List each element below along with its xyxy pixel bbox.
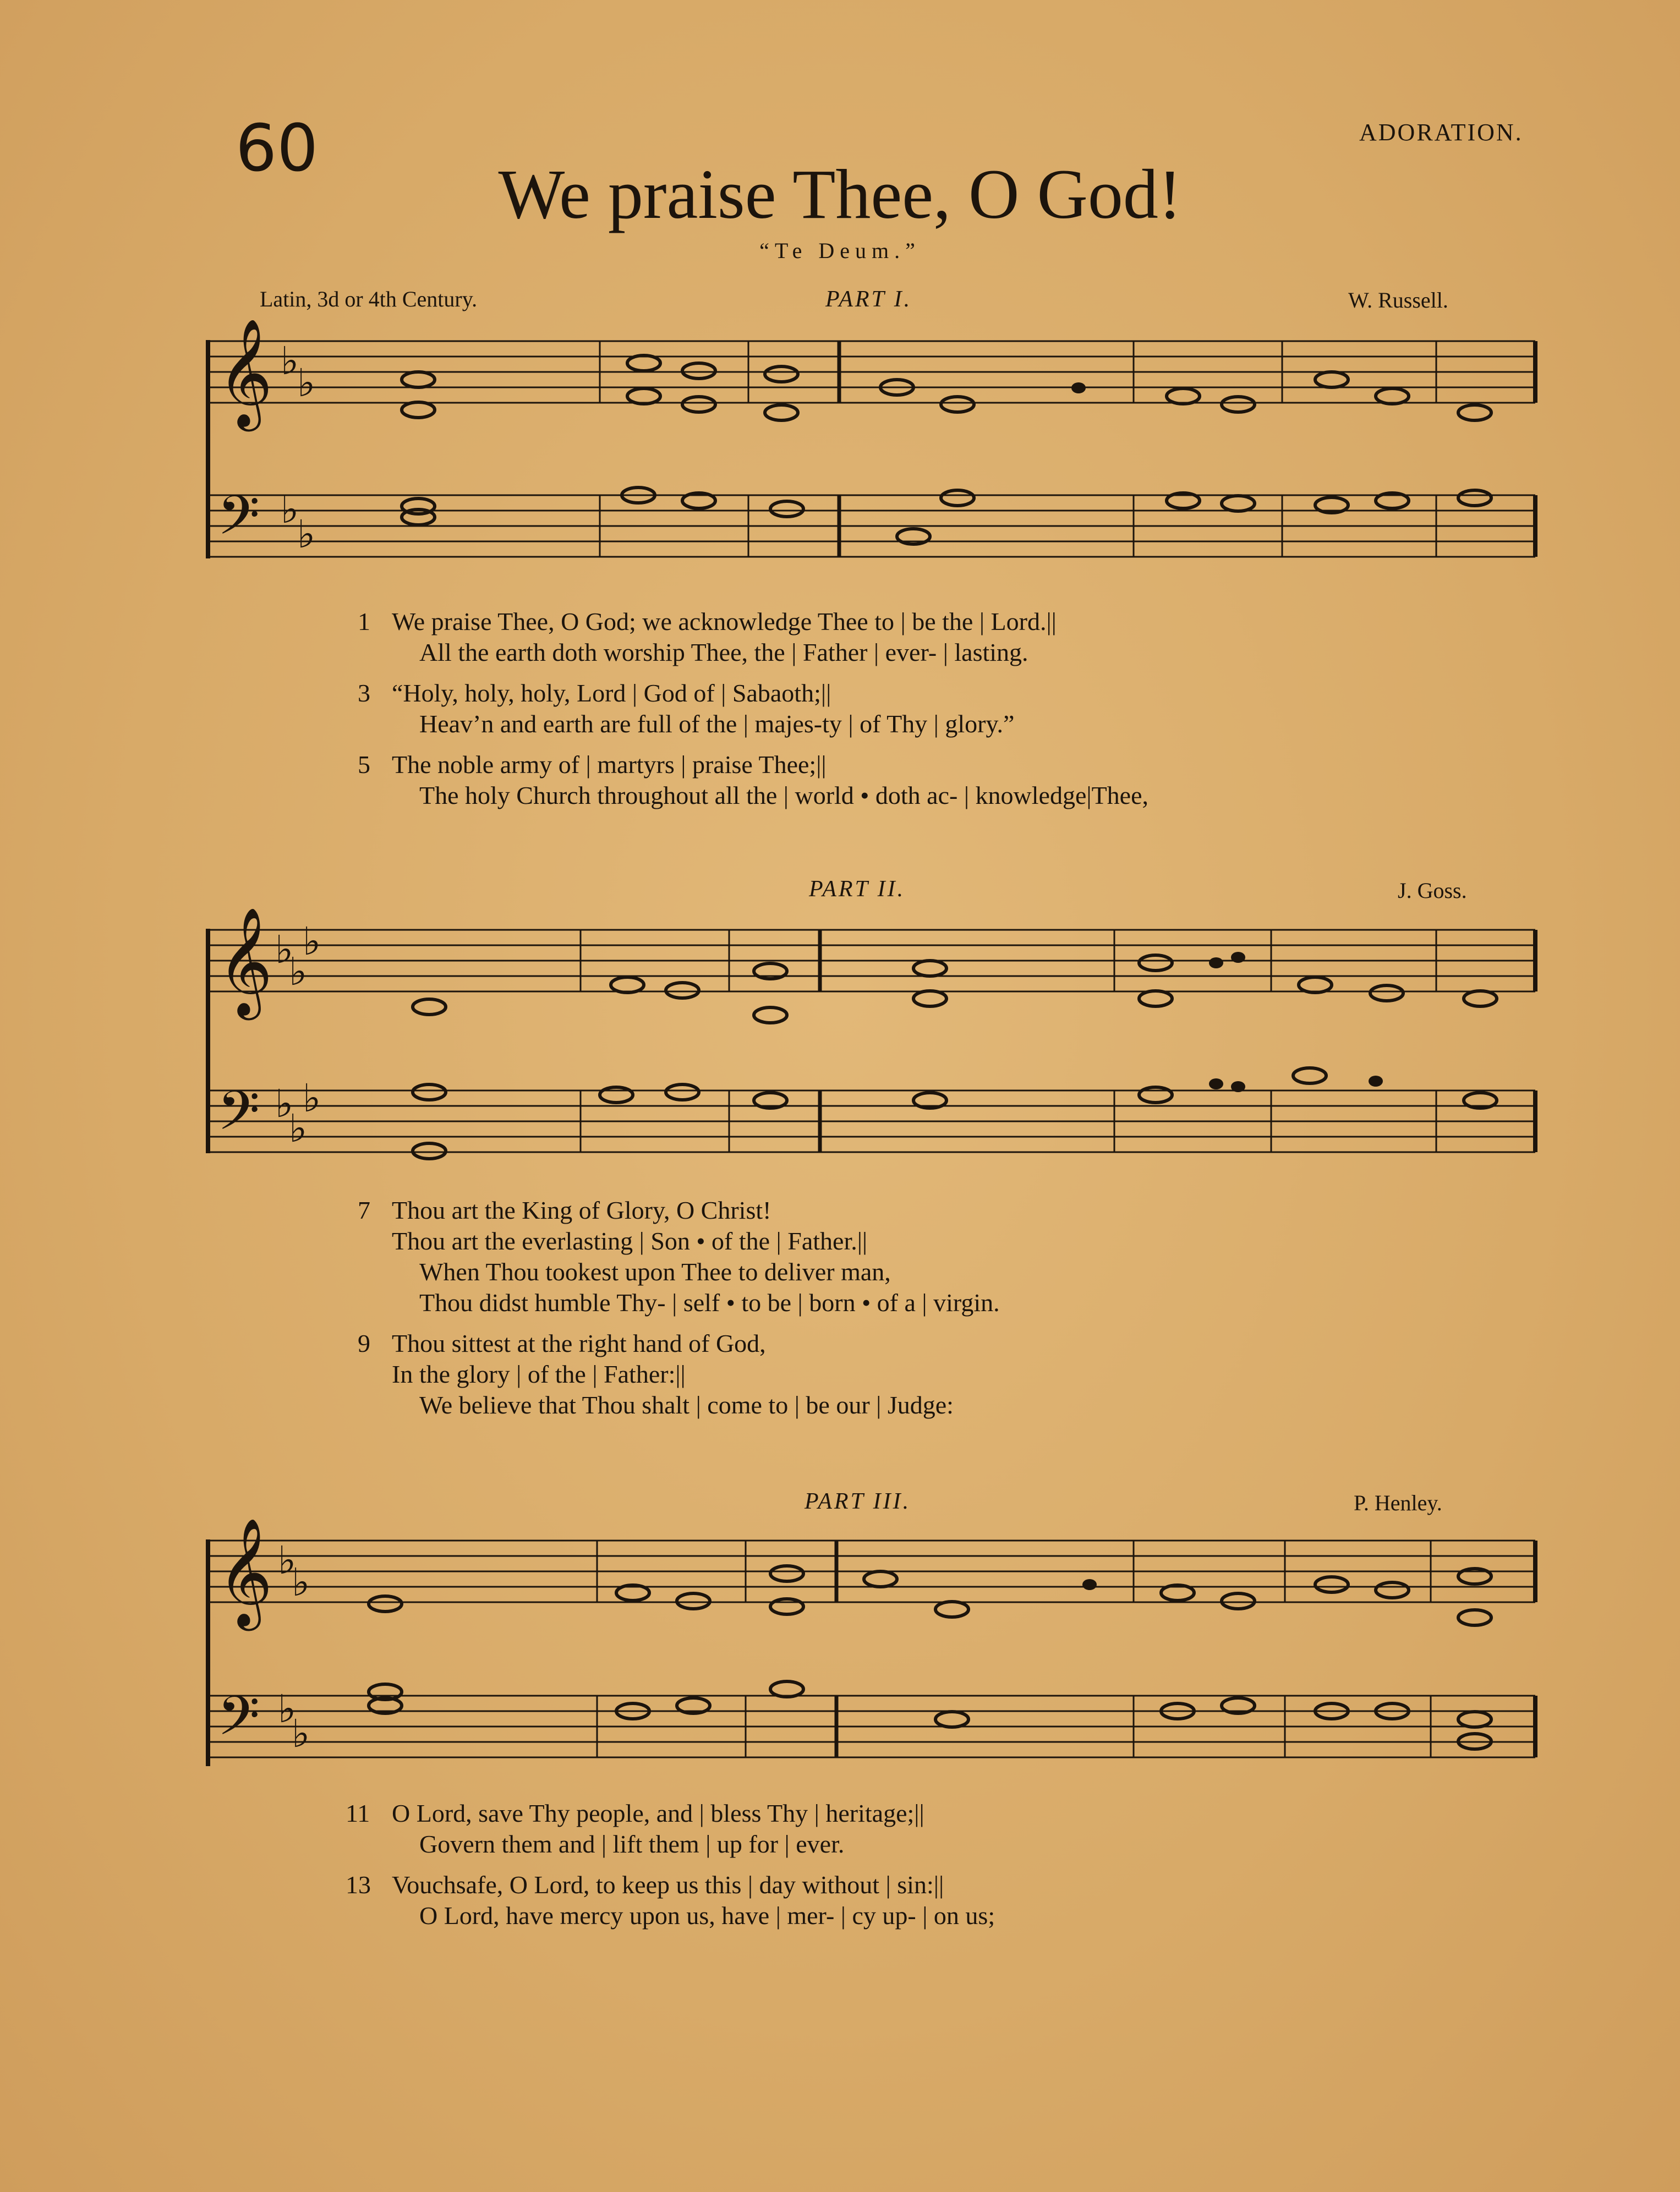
svg-text:♭: ♭ bbox=[297, 512, 316, 557]
treble-clef-icon: 𝄞 bbox=[217, 1517, 273, 1626]
verse-number: 3 bbox=[358, 679, 370, 707]
section-heading: ADORATION. bbox=[1359, 119, 1523, 146]
svg-text:♭: ♭ bbox=[281, 487, 299, 532]
svg-text:♭: ♭ bbox=[289, 1106, 308, 1151]
bass-clef-icon: 𝄢 bbox=[217, 1685, 260, 1761]
verse-line: We praise Thee, O God; we acknowledge Thee to | be the | Lord.|| bbox=[392, 607, 1057, 635]
music-credit-3: P. Henley. bbox=[1354, 1490, 1442, 1515]
bass-staff-1 bbox=[206, 495, 1535, 557]
svg-text:♭: ♭ bbox=[275, 1081, 294, 1126]
hymn-title: We praise Thee, O God! bbox=[498, 155, 1182, 233]
words-credit: Latin, 3d or 4th Century. bbox=[260, 287, 478, 311]
svg-text:♭: ♭ bbox=[275, 927, 294, 972]
svg-text:♭: ♭ bbox=[278, 1686, 297, 1731]
svg-text:♭: ♭ bbox=[292, 1711, 310, 1756]
music-credit-1: W. Russell. bbox=[1348, 288, 1448, 313]
verse-line: Thou art the everlasting | Son • of the | Father.|| bbox=[392, 1227, 868, 1255]
verse-line: Thou sittest at the right hand of God, bbox=[392, 1329, 766, 1357]
treble-clef-icon: 𝄞 bbox=[217, 318, 273, 427]
verse-line: “Holy, holy, holy, Lord | God of | Sabaoth;|| bbox=[392, 679, 831, 707]
verse-line: When Thou tookest upon Thee to deliver man, bbox=[419, 1258, 891, 1286]
verse-line: The holy Church throughout all the | world • doth ac- | knowledge|Thee, bbox=[419, 781, 1149, 809]
verse-number: 11 bbox=[346, 1799, 370, 1827]
verses-part-3 bbox=[346, 1798, 995, 1931]
verse-number: 5 bbox=[358, 750, 370, 779]
verse-number: 7 bbox=[358, 1196, 370, 1224]
bass-clef-icon: 𝄢 bbox=[217, 484, 260, 561]
verse-line: The noble army of | martyrs | praise Thee;|| bbox=[392, 750, 827, 779]
verses-part-1 bbox=[358, 606, 1148, 811]
svg-text:♭: ♭ bbox=[292, 1560, 310, 1605]
part-heading-3: PART III. bbox=[805, 1489, 911, 1514]
verse-line: O Lord, have mercy upon us, have | mer- | cy up- | on us; bbox=[419, 1901, 995, 1930]
verse-number: 13 bbox=[346, 1871, 371, 1899]
svg-text:♭: ♭ bbox=[289, 949, 308, 994]
treble-staff-2 bbox=[206, 930, 1535, 991]
verse-line: In the glory | of the | Father:|| bbox=[392, 1360, 686, 1388]
verse-number: 9 bbox=[358, 1329, 370, 1357]
verse-line: We believe that Thou shalt | come to | be our | Judge: bbox=[419, 1391, 954, 1419]
hymn-subtitle: “Te Deum.” bbox=[759, 238, 921, 263]
page-number: 60 bbox=[236, 110, 319, 186]
verse-line: Vouchsafe, O Lord, to keep us this | day without | sin:|| bbox=[392, 1871, 944, 1899]
verses-part-2 bbox=[358, 1195, 1000, 1421]
part-heading-2: PART II. bbox=[809, 876, 906, 902]
verse-line: All the earth doth worship Thee, the | Father | ever- | lasting. bbox=[419, 638, 1028, 666]
bass-staff-2 bbox=[206, 1090, 1535, 1152]
verse-number: 1 bbox=[358, 607, 370, 635]
svg-text:♭: ♭ bbox=[281, 338, 299, 383]
verse-line: O Lord, save Thy people, and | bless Thy | heritage;|| bbox=[392, 1799, 924, 1827]
bass-clef-icon: 𝄢 bbox=[217, 1079, 260, 1156]
svg-text:♭: ♭ bbox=[278, 1538, 297, 1583]
verse-line: Thou didst humble Thy- | self • to be | born • of a | virgin. bbox=[419, 1289, 1000, 1317]
svg-text:♭: ♭ bbox=[297, 360, 316, 405]
verse-line: Heav’n and earth are full of the | majes-ty | of Thy | glory.” bbox=[419, 710, 1015, 738]
music-credit-2: J. Goss. bbox=[1398, 878, 1467, 903]
verse-line: Govern them and | lift them | up for | ever. bbox=[419, 1830, 845, 1858]
verse-line: Thou art the King of Glory, O Christ! bbox=[392, 1196, 771, 1224]
treble-clef-icon: 𝄞 bbox=[217, 907, 273, 1016]
svg-text:♭: ♭ bbox=[303, 1076, 321, 1121]
svg-text:♭: ♭ bbox=[303, 919, 321, 964]
part-heading-1: PART I. bbox=[825, 287, 912, 312]
